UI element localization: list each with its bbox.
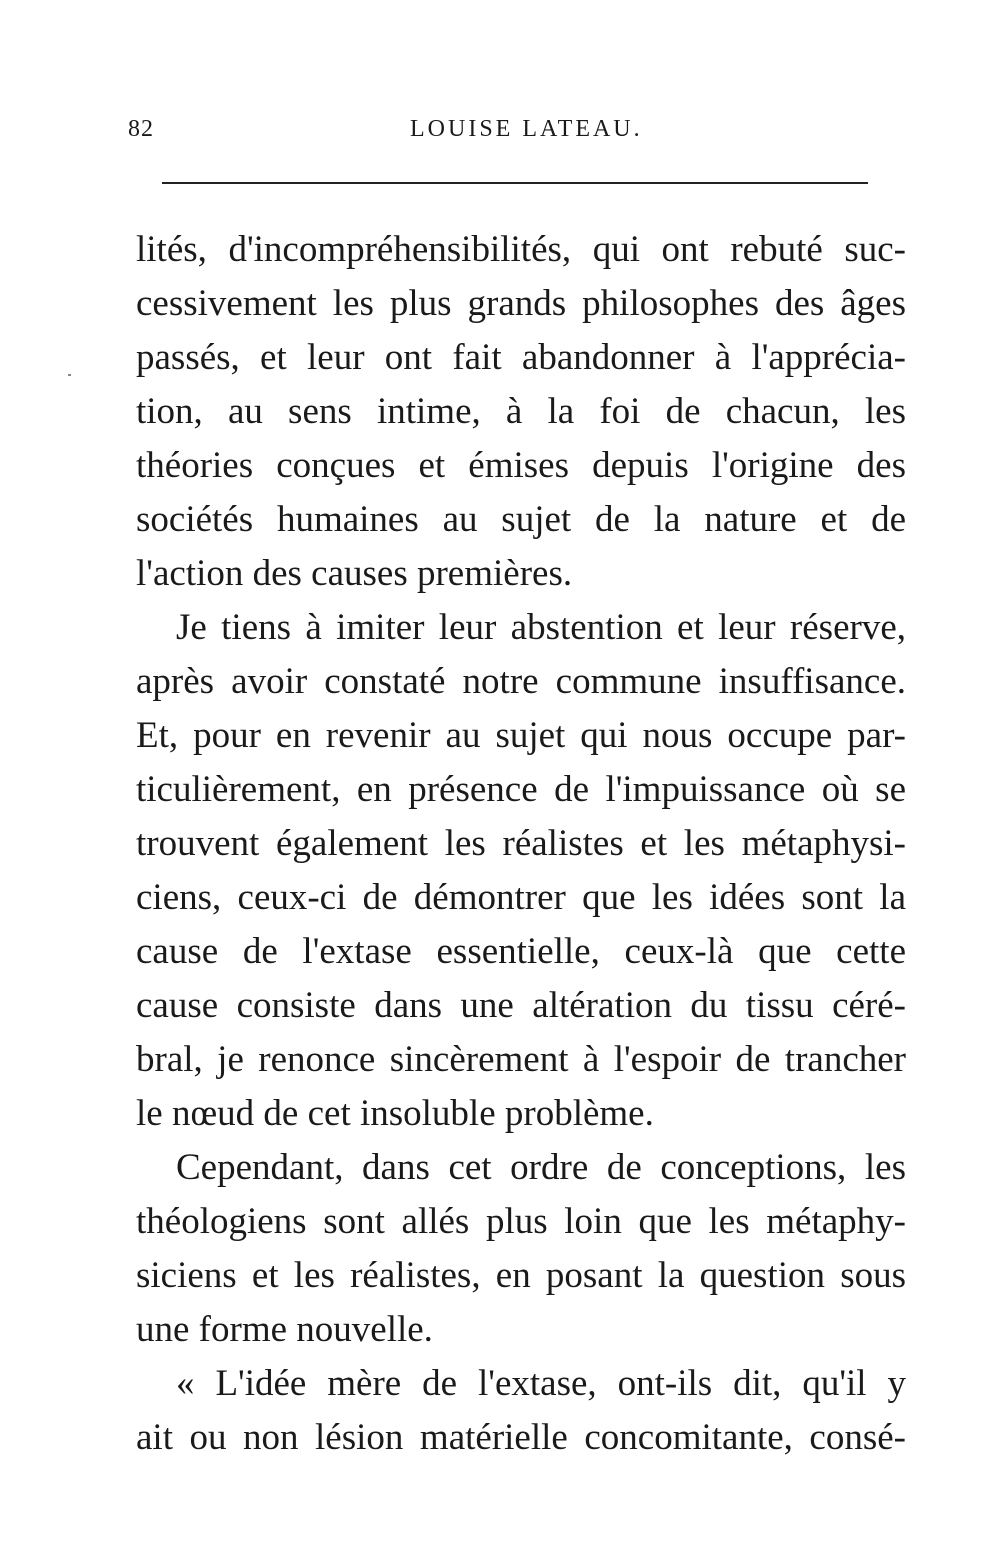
text-line: théologiens sont allés plus loin que les métaphy- [136,1201,906,1242]
text-line: bral, je renonce sincèrement à l'espoir de trancher [136,1039,906,1080]
text-line: tion, au sens intime, à la foi de chacun, les [136,391,906,432]
text-line: ciens, ceux-ci de démontrer que les idées sont la [136,877,906,918]
running-title: LOUISE LATEAU. [410,116,643,142]
text-line: cause de l'extase essentielle, ceux-là que cette [136,931,906,972]
page-number: 82 [128,116,154,142]
text-line: lités, d'incompréhensibilités, qui ont rebuté suc- [136,229,906,270]
header-rule [162,182,868,184]
text-line: siciens et les réalistes, en posant la question sous [136,1255,906,1296]
text-line: trouvent également les réalistes et les métaphysi- [136,823,906,864]
text-line: « L'idée mère de l'extase, ont-ils dit, qu'il y [176,1363,906,1404]
text-line: une forme nouvelle. [136,1309,433,1350]
text-line: sociétés humaines au sujet de la nature et de [136,499,906,540]
margin-speck [68,374,71,376]
text-line: cessivement les plus grands philosophes des âges [136,283,906,324]
text-line: cause consiste dans une altération du tissu céré- [136,985,906,1026]
text-line: après avoir constaté notre commune insuffisance. [136,661,906,702]
text-line: ait ou non lésion matérielle concomitante, consé- [136,1417,906,1458]
text-line: Je tiens à imiter leur abstention et leur réserve, [176,607,906,648]
text-line: l'action des causes premières. [136,553,573,594]
text-line: ticulièrement, en présence de l'impuissance où se [136,769,906,810]
text-line: passés, et leur ont fait abandonner à l'apprécia- [136,337,906,378]
text-line: le nœud de cet insoluble problème. [136,1093,654,1134]
text-line: Et, pour en revenir au sujet qui nous occupe par- [136,715,906,756]
text-line: Cependant, dans cet ordre de conceptions, les [176,1147,906,1188]
text-line: théories conçues et émises depuis l'origine des [136,445,906,486]
